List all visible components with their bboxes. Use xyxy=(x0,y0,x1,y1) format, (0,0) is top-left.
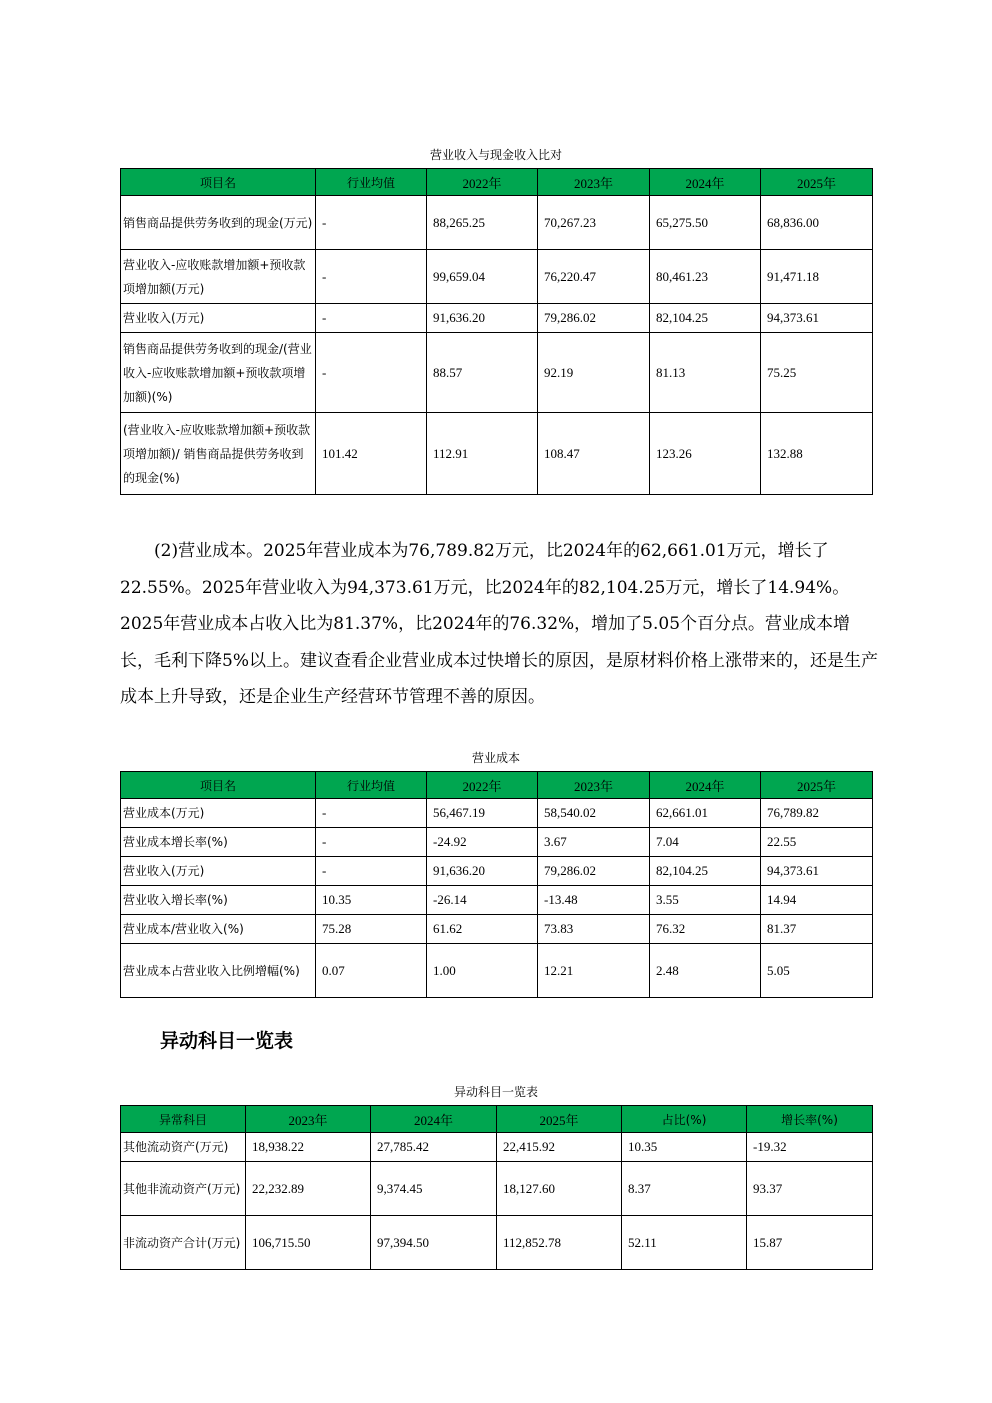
column-header: 2025年 xyxy=(761,772,873,799)
table-cell: 56,467.19 xyxy=(427,799,538,828)
table-cell: 0.07 xyxy=(316,944,427,998)
table-cell: 91,471.18 xyxy=(761,250,873,304)
table-cell: -24.92 xyxy=(427,828,538,857)
table-cell: 92.19 xyxy=(538,333,650,413)
table-cell: 101.42 xyxy=(316,413,427,495)
table-row xyxy=(121,196,873,250)
table-cell: 52.11 xyxy=(622,1216,747,1270)
table-cell: -19.32 xyxy=(747,1133,873,1162)
column-header: 2023年 xyxy=(538,169,650,196)
row-label: 营业成本占营业收入比例增幅(%) xyxy=(121,944,316,998)
row-label: 非流动资产合计(万元) xyxy=(121,1216,246,1270)
table-cell: 88.57 xyxy=(427,333,538,413)
table-cell: 3.55 xyxy=(650,886,761,915)
table-caption: 异动科目一览表 xyxy=(453,1085,538,1099)
row-label: 其他流动资产(万元) xyxy=(121,1133,246,1162)
table-row xyxy=(121,1162,873,1216)
table-cell: 12.21 xyxy=(538,944,650,998)
table-cell: 58,540.02 xyxy=(538,799,650,828)
table-cell: 81.13 xyxy=(650,333,761,413)
table-cell: 79,286.02 xyxy=(538,304,650,333)
table-cell: 76,789.82 xyxy=(761,799,873,828)
table-cell: 82,104.25 xyxy=(650,304,761,333)
table-cell: - xyxy=(316,857,427,886)
table-header-row xyxy=(121,1106,873,1133)
column-header: 2025年 xyxy=(497,1106,622,1133)
column-header: 占比(%) xyxy=(622,1106,747,1133)
row-label: 销售商品提供劳务收到的现金/(营业收入-应收账款增加额+预收款项增加额)(%) xyxy=(121,333,316,413)
table-cell: 22,232.89 xyxy=(246,1162,371,1216)
column-header: 增长率(%) xyxy=(747,1106,873,1133)
table-cell: 76.32 xyxy=(650,915,761,944)
table-row xyxy=(121,250,873,304)
table-cell: 10.35 xyxy=(316,886,427,915)
abnormal-accounts-table xyxy=(120,1105,873,1270)
column-header: 2023年 xyxy=(246,1106,371,1133)
table-cell: -26.14 xyxy=(427,886,538,915)
row-label: 营业收入(万元) xyxy=(121,857,316,886)
table-cell: 76,220.47 xyxy=(538,250,650,304)
row-label: 销售商品提供劳务收到的现金(万元) xyxy=(121,196,316,250)
table-row xyxy=(121,304,873,333)
row-label: 其他非流动资产(万元) xyxy=(121,1162,246,1216)
column-header: 2022年 xyxy=(427,772,538,799)
table-cell: 97,394.50 xyxy=(371,1216,497,1270)
row-label: (营业收入-应收账款增加额+预收款项增加额)/ 销售商品提供劳务收到的现金(%) xyxy=(121,413,316,495)
table-cell: 81.37 xyxy=(761,915,873,944)
row-label: 营业成本(万元) xyxy=(121,799,316,828)
table-cell: 99,659.04 xyxy=(427,250,538,304)
row-label: 营业收入(万元) xyxy=(121,304,316,333)
table-cell: 18,127.60 xyxy=(497,1162,622,1216)
table-row xyxy=(121,828,873,857)
table-cell: 94,373.61 xyxy=(761,857,873,886)
analysis-paragraph: (2)营业成本。2025年营业成本为76,789.82万元，比2024年的62,661.01万元，增长了22.55%。2025年营业收入为94,373.61万元，比2024年的82,104.25万元，增长了14.94%。2025年营业成本占收入比为81.37%，比2024年的76.32%，增加了5.05个百分点。营业成本增长，毛利下降5%以上。建议查看企业营业成本过快增长的原因，是原材料价格上涨带来的，还是生产成本上升导致，还是企业生产经营环节管理不善的原因。 xyxy=(120,541,878,707)
table-cell: 91,636.20 xyxy=(427,304,538,333)
table-cell: 7.04 xyxy=(650,828,761,857)
column-header: 行业均值 xyxy=(316,772,427,799)
column-header: 2023年 xyxy=(538,772,650,799)
table-row xyxy=(121,333,873,413)
table-cell: 91,636.20 xyxy=(427,857,538,886)
table-cell: - xyxy=(316,828,427,857)
table-cell: 62,661.01 xyxy=(650,799,761,828)
table-cell: 68,836.00 xyxy=(761,196,873,250)
table-cell: 27,785.42 xyxy=(371,1133,497,1162)
table-cell: 1.00 xyxy=(427,944,538,998)
table-cell: 82,104.25 xyxy=(650,857,761,886)
column-header: 异常科目 xyxy=(121,1106,246,1133)
table-cell: - xyxy=(316,196,427,250)
table-caption: 营业收入与现金收入比对 xyxy=(429,148,562,162)
table-cell: 93.37 xyxy=(747,1162,873,1216)
column-header: 2022年 xyxy=(427,169,538,196)
table-cell: 2.48 xyxy=(650,944,761,998)
table-cell: 112,852.78 xyxy=(497,1216,622,1270)
row-label: 营业收入增长率(%) xyxy=(121,886,316,915)
table-cell: 15.87 xyxy=(747,1216,873,1270)
table-header-row xyxy=(121,169,873,196)
table-row xyxy=(121,915,873,944)
column-header: 2024年 xyxy=(650,772,761,799)
table-cell: 123.26 xyxy=(650,413,761,495)
table-cell: 22,415.92 xyxy=(497,1133,622,1162)
section-heading: 异动科目一览表 xyxy=(160,1030,294,1052)
table-cell: 88,265.25 xyxy=(427,196,538,250)
table-header-row xyxy=(121,772,873,799)
table-cell: 80,461.23 xyxy=(650,250,761,304)
table-cell: 18,938.22 xyxy=(246,1133,371,1162)
table-cell: 61.62 xyxy=(427,915,538,944)
table-cell: 108.47 xyxy=(538,413,650,495)
table-row xyxy=(121,1216,873,1270)
table-cell: 132.88 xyxy=(761,413,873,495)
revenue-cash-comparison-table xyxy=(120,168,873,495)
table-cell: -13.48 xyxy=(538,886,650,915)
table-cell: 75.28 xyxy=(316,915,427,944)
table-cell: 14.94 xyxy=(761,886,873,915)
table-row xyxy=(121,944,873,998)
table-caption: 营业成本 xyxy=(471,751,520,765)
table-cell: 106,715.50 xyxy=(246,1216,371,1270)
column-header: 2024年 xyxy=(371,1106,497,1133)
row-label: 营业成本增长率(%) xyxy=(121,828,316,857)
table-cell: 75.25 xyxy=(761,333,873,413)
table-cell: - xyxy=(316,799,427,828)
table-cell: 8.37 xyxy=(622,1162,747,1216)
row-label: 营业收入-应收账款增加额+预收款项增加额(万元) xyxy=(121,250,316,304)
table-cell: 5.05 xyxy=(761,944,873,998)
column-header: 行业均值 xyxy=(316,169,427,196)
table-cell: 9,374.45 xyxy=(371,1162,497,1216)
table-cell: 10.35 xyxy=(622,1133,747,1162)
table-row xyxy=(121,413,873,495)
table-cell: 79,286.02 xyxy=(538,857,650,886)
column-header: 项目名 xyxy=(121,169,316,196)
table-cell: - xyxy=(316,304,427,333)
table-cell: 22.55 xyxy=(761,828,873,857)
table-cell: 70,267.23 xyxy=(538,196,650,250)
table-cell: 73.83 xyxy=(538,915,650,944)
table-cell: - xyxy=(316,250,427,304)
table-row xyxy=(121,857,873,886)
table-cell: 112.91 xyxy=(427,413,538,495)
column-header: 2024年 xyxy=(650,169,761,196)
column-header: 2025年 xyxy=(761,169,873,196)
table-row xyxy=(121,1133,873,1162)
table-cell: - xyxy=(316,333,427,413)
column-header: 项目名 xyxy=(121,772,316,799)
row-label: 营业成本/营业收入(%) xyxy=(121,915,316,944)
table-cell: 3.67 xyxy=(538,828,650,857)
operating-cost-table xyxy=(120,771,873,998)
table-cell: 94,373.61 xyxy=(761,304,873,333)
table-row xyxy=(121,886,873,915)
table-row xyxy=(121,799,873,828)
table-cell: 65,275.50 xyxy=(650,196,761,250)
